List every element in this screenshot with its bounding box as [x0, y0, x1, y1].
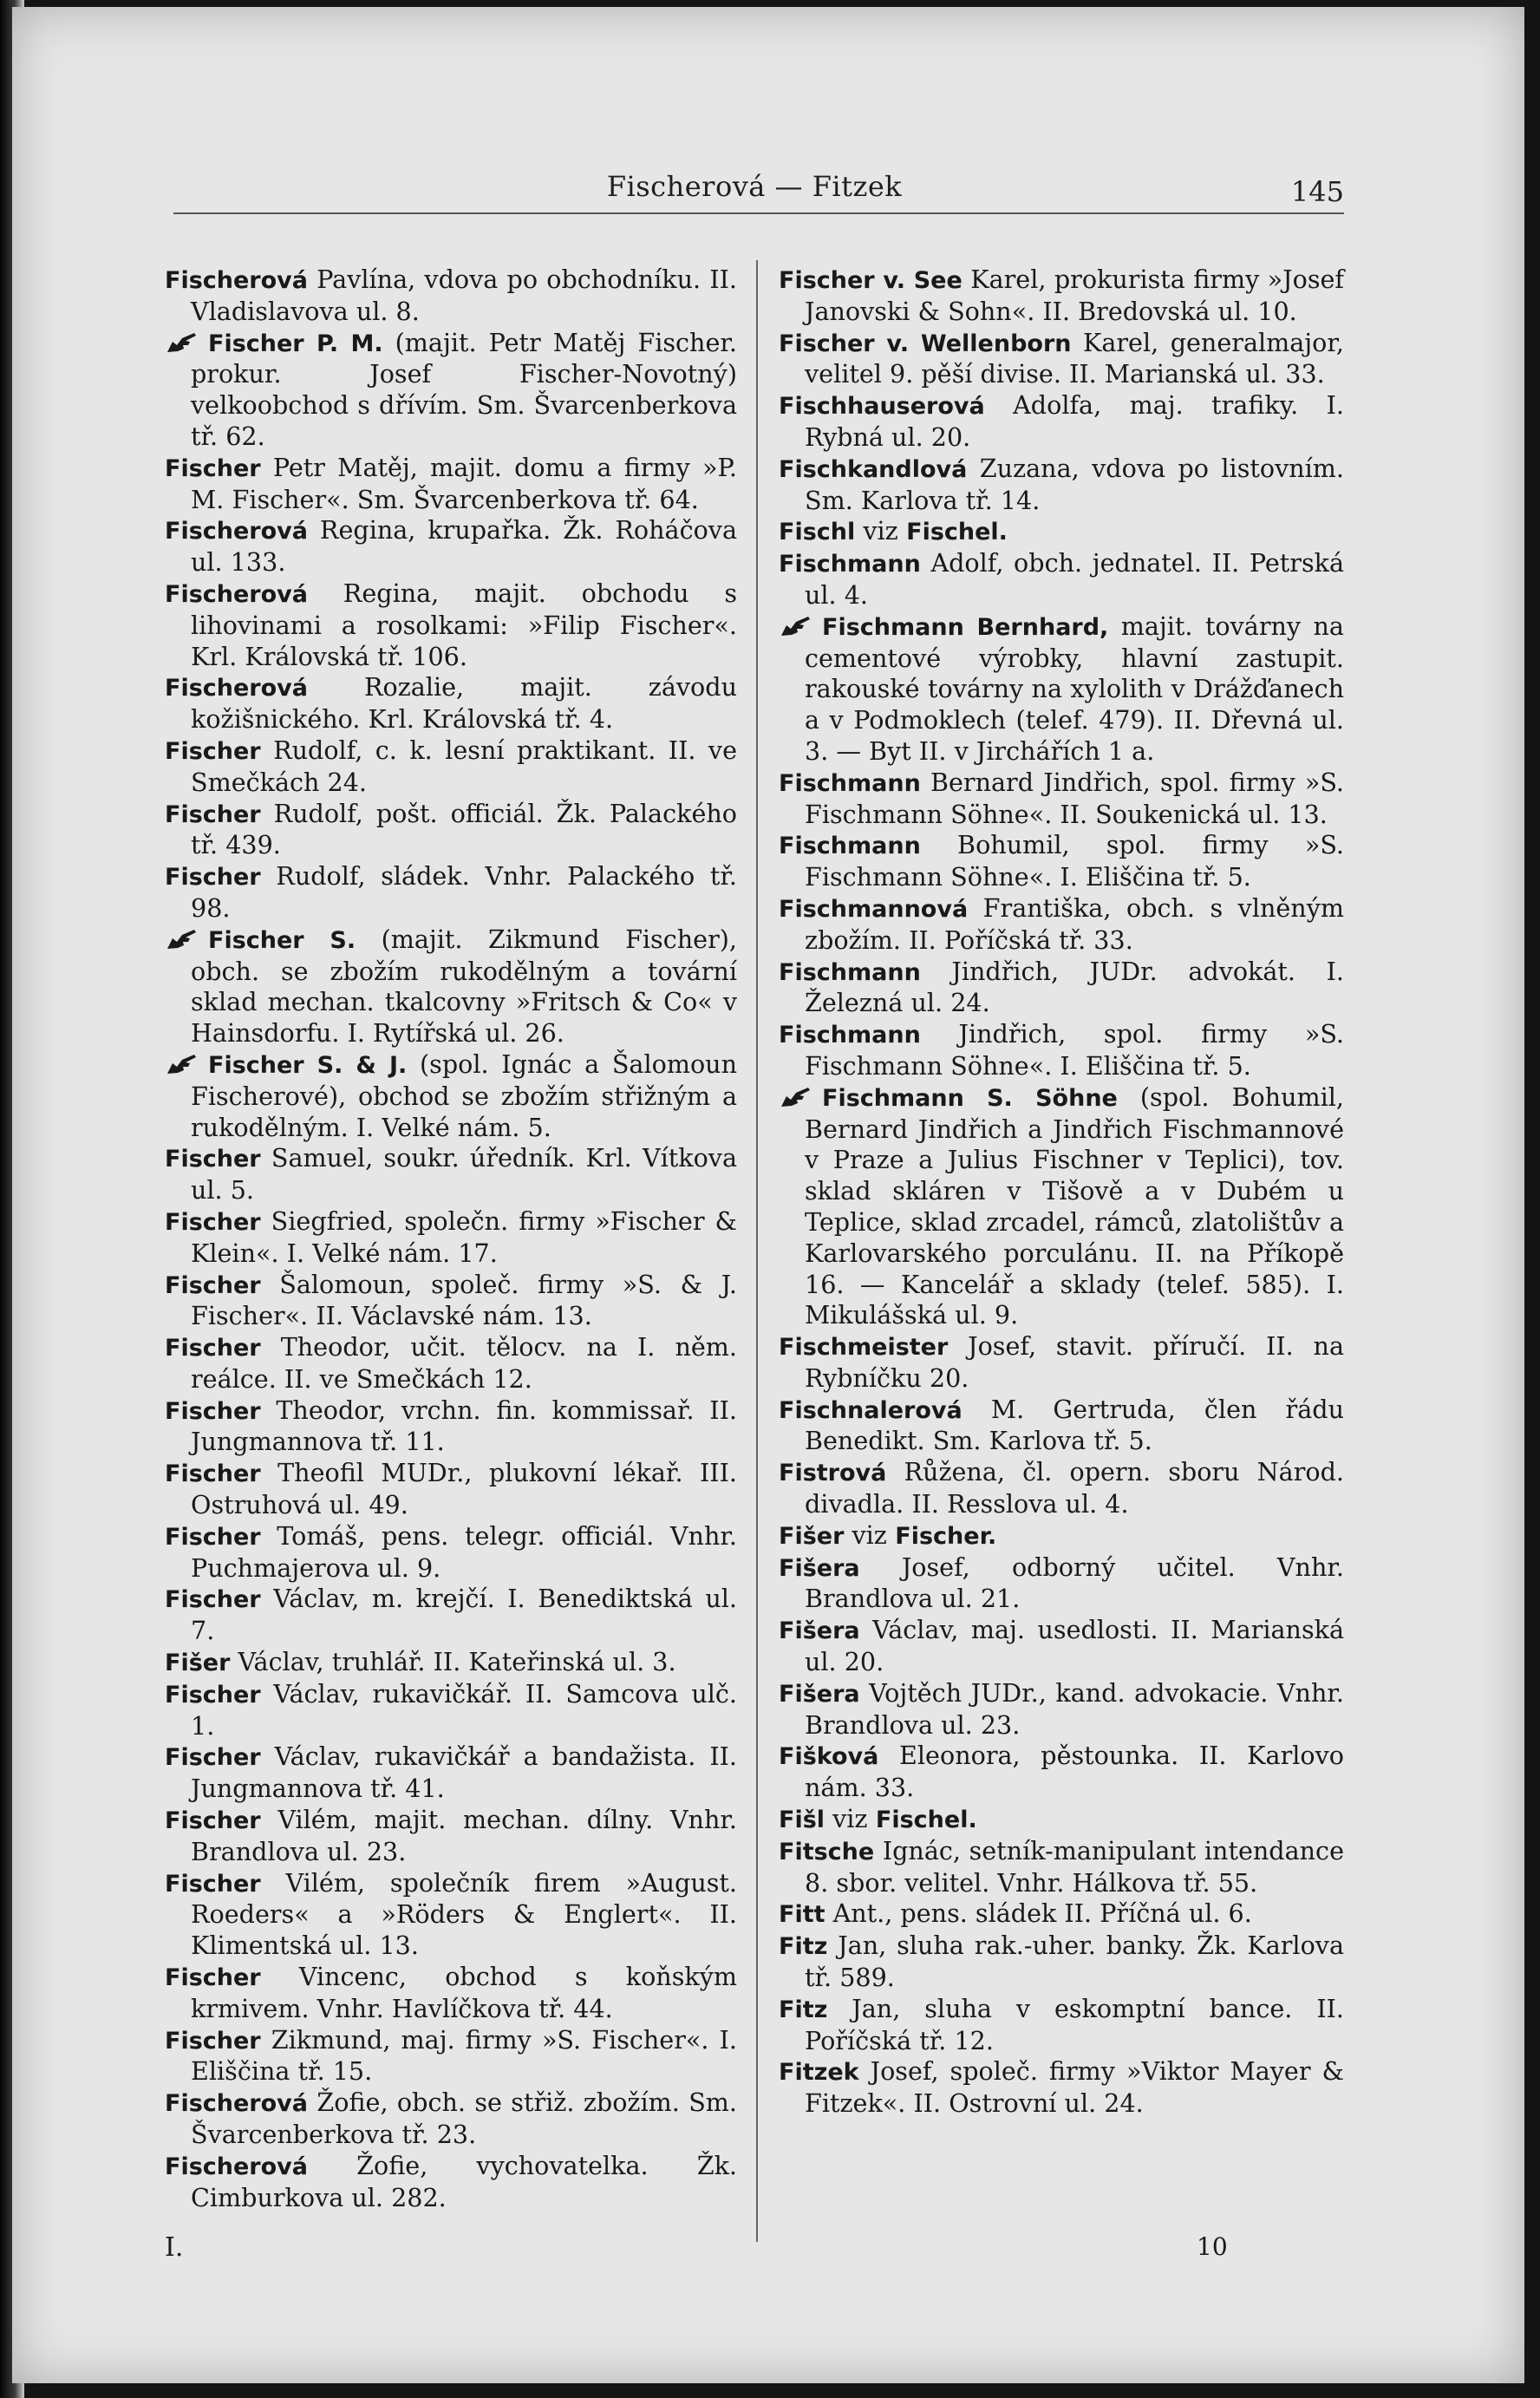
- entry-name: Fischmann Bernhard,: [822, 613, 1109, 641]
- directory-entry: [779, 328, 1344, 391]
- directory-entry: [165, 2088, 737, 2151]
- entry-details: M. Gertruda, člen řádu Benedikt. Sm. Karlova tř. 5.: [805, 1394, 1344, 1456]
- entry-details: Theodor, vrchn. fin. kommissař. II. Jungmannova tř. 11.: [191, 1395, 737, 1457]
- directory-entry: [779, 1898, 1344, 1931]
- entry-name: Fischmann S. Söhne: [822, 1084, 1118, 1112]
- entry-details: Růžena, čl. opern. sboru Národ. divadla. II. Resslova ul. 4.: [805, 1457, 1344, 1519]
- entry-name: Fischl: [779, 519, 856, 546]
- directory-entry: [165, 1805, 737, 1868]
- directory-entry: [165, 1143, 737, 1206]
- header-rule: [173, 212, 1344, 214]
- right-column: [779, 265, 1344, 2120]
- entry-name: Fischer: [165, 737, 261, 765]
- directory-entry: [779, 2056, 1344, 2120]
- entry-details: Františka, obch. s vlněným zbožím. II. Poříčská tř. 33.: [805, 892, 1344, 955]
- entry-name: Fischer S.: [208, 926, 356, 954]
- entry-details: Jindřich, JUDr. advokát. I. Železná ul. 24.: [805, 956, 1344, 1018]
- directory-entry: [779, 548, 1344, 611]
- footer-sheet-number: 10: [1197, 2232, 1228, 2261]
- entry-name: Fischer v. See: [779, 267, 962, 294]
- directory-entry: [165, 265, 737, 328]
- directory-entry: [779, 1457, 1344, 1520]
- entry-details: Karel, prokurista firmy »Josef Janovski & Sohn«. II. Bredovská ul. 10.: [805, 265, 1344, 326]
- entry-details: Adolf, obch. jednatel. II. Petrská ul. 4.: [805, 548, 1344, 610]
- entry-details: (spol. Ignác a Šalomoun Fischerové), obchod se zbožím střižným a rukodělným. I. Velké nám. 5.: [191, 1049, 738, 1142]
- entry-details: Bernard Jindřich, spol. firmy »S. Fischmann Söhne«. II. Soukenická ul. 13.: [805, 767, 1344, 829]
- entry-details: Theofil MUDr., plukovní lékař. III. Ostruhová ul. 49.: [191, 1458, 737, 1520]
- entry-details: Václav, m. krejčí. I. Benediktská ul. 7.: [191, 1584, 737, 1646]
- entry-name: Fišera: [779, 1680, 860, 1708]
- directory-entry: [779, 1804, 1344, 1836]
- entry-name: Fischerová: [165, 580, 308, 608]
- directory-entry: [165, 799, 737, 862]
- entry-name: Fischmann: [779, 958, 921, 986]
- directory-entry: [779, 1082, 1344, 1331]
- entry-name: Fischer: [165, 1397, 261, 1425]
- page-number: 145: [1290, 175, 1344, 208]
- entry-name: Fischhauserová: [779, 393, 985, 421]
- entry-name: Fischer: [165, 1208, 261, 1236]
- entry-details: Zikmund, maj. firmy »S. Fischer«. I. Eliščina tř. 15.: [191, 2024, 737, 2087]
- entry-details: Rudolf, sládek. Vnhr. Palackého tř. 98.: [191, 861, 737, 923]
- entry-details: Vincenc, obchod s koňským krmivem. Vnhr. Havlíčkova tř. 44.: [191, 1962, 737, 2023]
- directory-entry: [165, 1647, 737, 1679]
- entry-cross-reference: Fischel.: [897, 519, 1008, 546]
- entry-name: Fitz: [779, 1933, 828, 1961]
- entry-details: Jindřich, spol. firmy »S. Fischmann Söhne«. I. Eliščina tř. 5.: [805, 1019, 1344, 1081]
- entry-name: Fischer: [165, 1807, 261, 1835]
- entry-name: Fischer: [165, 1523, 261, 1551]
- directory-entry: [779, 1331, 1344, 1395]
- directory-entry: [165, 1395, 737, 1459]
- entry-name: Fischer: [165, 1271, 261, 1299]
- entry-name: Fischerová: [165, 2153, 308, 2180]
- entry-name: Fischerová: [165, 267, 308, 294]
- directory-entry: [165, 1962, 737, 2025]
- directory-entry: [779, 1552, 1344, 1616]
- directory-entry: [165, 735, 737, 799]
- directory-entry: [165, 1270, 737, 1333]
- entry-name: Fischmeister: [779, 1334, 949, 1362]
- entry-details: Vojtěch JUDr., kand. advokacie. Vnhr. Brandlova ul. 23.: [805, 1677, 1344, 1740]
- directory-entry: [779, 768, 1344, 831]
- entry-name: Fischer S. & J.: [208, 1051, 408, 1079]
- entry-details: Rudolf, pošt. officiál. Žk. Palackého tř. 439.: [191, 798, 737, 860]
- entry-name: Fischer: [165, 2027, 261, 2055]
- entry-details: Václav, truhlář. II. Kateřinská ul. 3.: [230, 1647, 676, 1677]
- entry-name: Fischer: [165, 1870, 261, 1898]
- entry-name: Fischkandlová: [779, 455, 968, 483]
- directory-entry: [165, 861, 737, 925]
- directory-entry: [165, 578, 737, 672]
- entry-name: Fischerová: [165, 675, 308, 702]
- entry-name: Fischmann: [779, 1022, 921, 1049]
- entry-name: Fišera: [779, 1617, 860, 1645]
- directory-entry: [165, 1741, 737, 1805]
- entry-details: Šalomoun, společ. firmy »S. & J. Fischer«. II. Václavské nám. 13.: [191, 1269, 737, 1331]
- entry-name: Fišková: [779, 1743, 879, 1771]
- directory-entry: [165, 1332, 737, 1395]
- entry-details: Siegfried, společn. firmy »Fischer & Klein«. I. Velké nám. 17.: [191, 1206, 737, 1268]
- directory-entry: [165, 328, 737, 453]
- entry-details: viz: [855, 516, 898, 546]
- directory-entry: [779, 893, 1344, 957]
- entry-name: Fišl: [779, 1807, 825, 1834]
- entry-details: Žofie, obch. se střiž. zbožím. Sm. Švarcenberkova tř. 23.: [191, 2088, 737, 2150]
- entry-name: Fitt: [779, 1901, 825, 1929]
- entry-details: Eleonora, pěstounka. II. Karlovo nám. 33.: [805, 1741, 1344, 1803]
- entry-details: Zuzana, vdova po listovním. Sm. Karlova tř. 14.: [805, 453, 1344, 515]
- entry-details: Rozalie, majit. závodu kožišnického. Krl. Královská tř. 4.: [191, 672, 737, 735]
- entry-name: Fitsche: [779, 1838, 875, 1865]
- entry-cross-reference: Fischel.: [867, 1807, 977, 1834]
- entry-name: Fischer: [165, 1681, 261, 1709]
- directory-entry: [165, 1206, 737, 1270]
- entry-details: Theodor, učit. tělocv. na I. něm. reálce. II. ve Smečkách 12.: [191, 1332, 737, 1394]
- pointing-hand-icon: [165, 927, 203, 951]
- entry-details: Rudolf, c. k. lesní praktikant. II. ve Smečkách 24.: [191, 735, 737, 797]
- entry-name: Fischer: [165, 1744, 261, 1772]
- entry-name: Fischmann: [779, 833, 921, 860]
- entry-details: Pavlína, vdova po obchodníku. II. Vladislavova ul. 8.: [191, 265, 737, 326]
- directory-entry: [779, 830, 1344, 893]
- directory-entry: [779, 611, 1344, 768]
- directory-entry: [779, 265, 1344, 328]
- entry-details: Václav, maj. usedlosti. II. Marianská ul. 20.: [805, 1615, 1344, 1677]
- directory-entry: [779, 1836, 1344, 1899]
- directory-entry: [165, 515, 737, 578]
- entry-details: Václav, rukavičkář a bandažista. II. Jungmannova tř. 41.: [191, 1741, 737, 1804]
- directory-entry: [165, 1049, 737, 1143]
- pointing-hand-icon: [165, 330, 203, 355]
- entry-details: Ignác, setník-manipulant intendance 8. sbor. velitel. Vnhr. Hálkova tř. 55.: [805, 1835, 1344, 1898]
- entry-details: Ant., pens. sládek II. Příčná ul. 6.: [825, 1898, 1252, 1929]
- entry-name: Fischer v. Wellenborn: [779, 330, 1072, 357]
- entry-details: viz: [844, 1519, 887, 1550]
- entry-name: Fistrová: [779, 1460, 887, 1487]
- entry-details: Vilém, společník firem »August. Roeders« a »Röders & Englert«. II. Klimentská ul. 13.: [191, 1867, 737, 1961]
- entry-details: Regina, krupařka. Žk. Roháčova ul. 133.: [191, 515, 737, 578]
- directory-entry: [779, 516, 1344, 548]
- pointing-hand-icon: [779, 614, 817, 638]
- directory-entry: [779, 1395, 1344, 1458]
- directory-entry: [165, 1521, 737, 1585]
- page-header: [165, 170, 1344, 212]
- directory-entry: [165, 672, 737, 735]
- entry-details: (majit. Petr Matěj Fischer. prokur. Josef Fischer-Novotný) velkoobchod s dřívím. Sm. Švarcenberkova tř. 62.: [191, 327, 738, 451]
- entry-cross-reference: Fischer.: [886, 1522, 997, 1550]
- directory-entry: [165, 2025, 737, 2088]
- entry-details: viz: [825, 1804, 868, 1834]
- entry-name: Fischmannová: [779, 895, 969, 923]
- entry-name: Fischer: [165, 454, 261, 482]
- entry-name: Fischer: [165, 1335, 261, 1362]
- entry-name: Fischerová: [165, 518, 308, 546]
- entry-details: Petr Matěj, majit. domu a firmy »P. M. Fischer«. Sm. Švarcenberkova tř. 64.: [191, 452, 737, 514]
- entry-details: Jan, sluha v eskomptní bance. II. Poříčská tř. 12.: [805, 1993, 1344, 2055]
- entry-details: Adolfa, maj. trafiky. I. Rybná ul. 20.: [805, 390, 1344, 452]
- entry-name: Fischer: [165, 1146, 261, 1173]
- entry-details: Karel, generalmajor, velitel 9. pěší divise. II. Marianská ul. 33.: [805, 327, 1344, 389]
- entry-details: Tomáš, pens. telegr. officiál. Vnhr. Puchmajerova ul. 9.: [191, 1520, 737, 1583]
- entry-name: Fischer: [165, 800, 261, 828]
- directory-entry: [779, 1615, 1344, 1678]
- directory-entry: [779, 454, 1344, 517]
- entry-details: (majit. Zikmund Fischer), obch. se zbožím rukodělným a tovární sklad mechan. tkalcovny »Fritsch & Co« v Hainsdorfu. I. Rytířská ul. 26.: [191, 924, 737, 1049]
- entry-name: Fischnalerová: [779, 1396, 962, 1424]
- directory-entry: [165, 2151, 737, 2214]
- entry-details: Václav, rukavičkář. II. Samcova ulč. 1.: [191, 1678, 737, 1741]
- directory-entry: [165, 1584, 737, 1647]
- directory-entry: [779, 1678, 1344, 1741]
- directory-entry: [779, 957, 1344, 1020]
- directory-entry: [779, 1019, 1344, 1082]
- page-title: Fischerová — Fitzek: [606, 170, 903, 203]
- directory-entry: [779, 390, 1344, 454]
- entry-details: majit. továrny na cementové výrobky, hlavní zastupit. rakouské továrny na xylolith v Drážďanech a v Podmoklech (telef. 479). II. Dřevná ul. 3. — Byt II. v Jirchářích 1 a.: [805, 611, 1344, 766]
- entry-details: Bohumil, spol. firmy »S. Fischmann Söhne«. I. Eliščina tř. 5.: [805, 830, 1344, 892]
- directory-entry: [779, 1741, 1344, 1804]
- entry-details: Vilém, majit. mechan. dílny. Vnhr. Brandlova ul. 23.: [191, 1805, 737, 1866]
- entry-name: Fischmann: [779, 551, 921, 578]
- entry-name: Fišera: [779, 1554, 860, 1582]
- entry-name: Fišer: [165, 1650, 231, 1677]
- entry-name: Fischmann: [779, 769, 921, 797]
- entry-details: Josef, odborný učitel. Vnhr. Brandlova ul. 21.: [805, 1552, 1344, 1614]
- entry-details: Josef, stavit. příručí. II. na Rybníčku 20.: [805, 1331, 1344, 1393]
- directory-entry: [165, 1458, 737, 1521]
- entry-details: Žofie, vychovatelka. Žk. Cimburkova ul. 282.: [191, 2150, 737, 2212]
- entry-name: Fischer P. M.: [208, 330, 383, 357]
- entry-details: Regina, majit. obchodu s lihovinami a rosolkami: »Filip Fischer«. Krl. Královská tř. 106.: [191, 578, 737, 671]
- entry-name: Fišer: [779, 1522, 845, 1550]
- entry-name: Fischer: [165, 1460, 261, 1488]
- directory-entry: [165, 1868, 737, 1962]
- entry-name: Fischer: [165, 1586, 261, 1614]
- directory-entry: [779, 1520, 1344, 1552]
- directory-entry: [165, 925, 737, 1049]
- column-divider: [756, 260, 758, 2242]
- entry-name: Fischer: [165, 864, 261, 892]
- pointing-hand-icon: [779, 1085, 817, 1109]
- directory-entry: [165, 1679, 737, 1742]
- entry-details: Jan, sluha rak.-uher. banky. Žk. Karlova tř. 589.: [805, 1931, 1344, 1993]
- directory-entry: [779, 1994, 1344, 2057]
- entry-name: Fischer: [165, 1964, 261, 1992]
- entry-details: Josef, společ. firmy »Viktor Mayer & Fitzek«. II. Ostrovní ul. 24.: [805, 2056, 1344, 2119]
- entry-name: Fitz: [779, 1996, 828, 2023]
- directory-entry: [779, 1931, 1344, 1994]
- left-column: [165, 265, 737, 2213]
- entry-name: Fischerová: [165, 2090, 308, 2118]
- pointing-hand-icon: [165, 1052, 203, 1076]
- entry-name: Fitzek: [779, 2059, 859, 2087]
- entry-details: Samuel, soukr. úředník. Krl. Vítkova ul. 5.: [191, 1143, 737, 1206]
- directory-entry: [165, 453, 737, 516]
- entry-details: (spol. Bohumil, Bernard Jindřich a Jindřich Fischmannové v Praze a Julius Fischner v Teplici), tov. sklad skláren v Tišově a v Dubém u Teplice, sklad zrcadel, rámců, zlatolištův a Karlovarského porculánu. II. na Příkopě 16. — Kancelář a sklady (telef. 585). I. Mikulášská ul. 9.: [805, 1081, 1345, 1330]
- footer-signature-mark: I.: [165, 2232, 184, 2263]
